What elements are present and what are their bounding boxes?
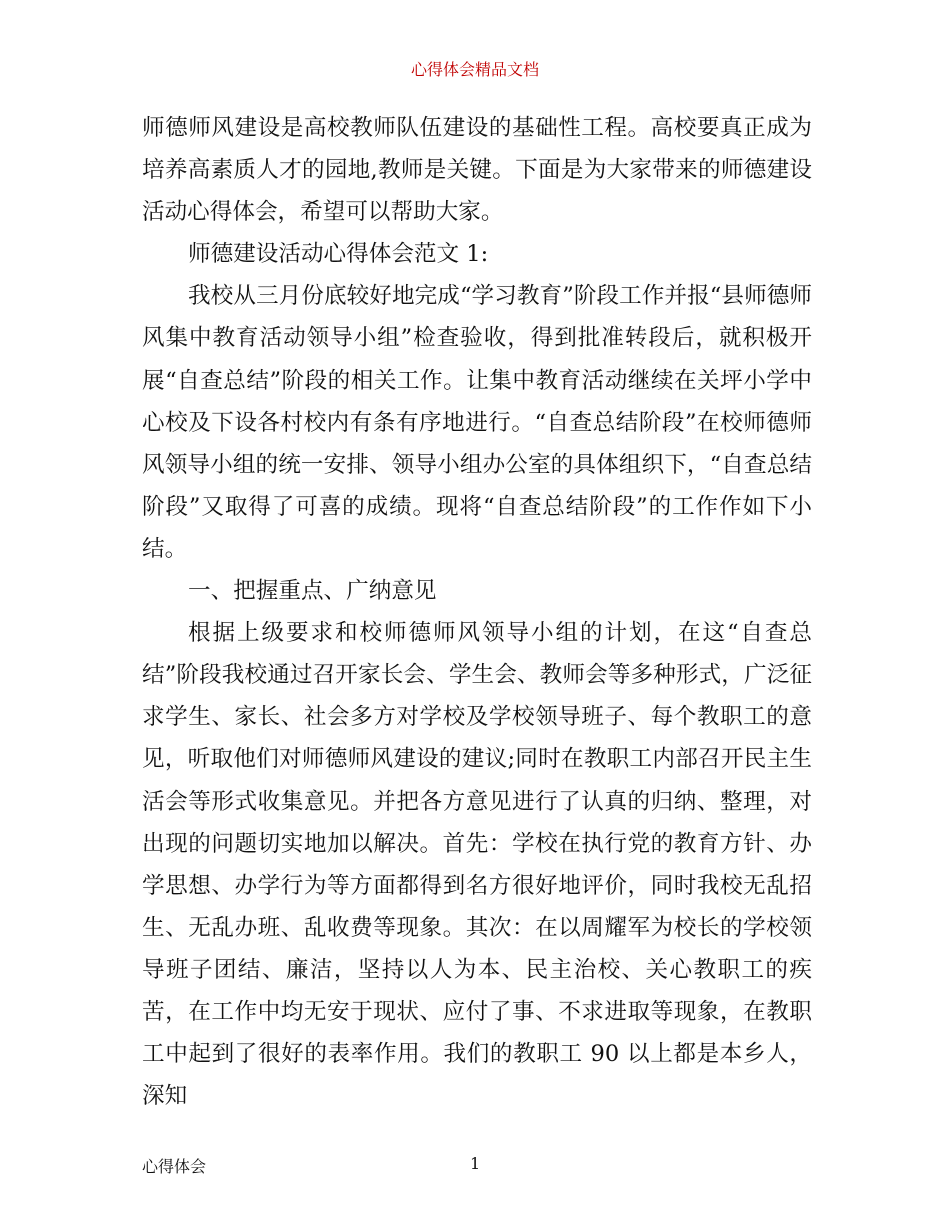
section-title: 师德建设活动心得体会范文 1: xyxy=(188,241,489,268)
body-paragraph: 根据上级要求和校师德师风领导小组的计划，在这“自查总结”阶段我校通过召开家长会、学生会、教师会等多种形式，广泛征求学生、家长、社会多方对学校及学校领导班子、每个教职工的意见，听取他们对师德师风建设的建议;同时在教职工内部召开民主生活会等形式收集意见。并把各方意见进行了认真的归纳、整理，对出现的问题切实地加以解决。首先：学校在执行党的教育方针、办学思想、办学行为等方面都得到名方很好地评价，同时我校无乱招生、无乱办班、乱收费等现象。其次：在以周耀军为校长的学校领导班子团结、廉洁，坚持以人为本、民主治校、关心教职工的疾苦，在工作中均无安于现状、应付了事、不求进取等现象，在教职工中起到了很好的表率作用。我们的教职工 90 以上都是本乡人，深知 xyxy=(142,620,812,1110)
subsection-heading: 一、把握重点、广纳意见 xyxy=(188,578,437,605)
body-paragraph: 我校从三月份底较好地完成“学习教育”阶段工作并报“县师德师风集中教育活动领导小组”检查验收，得到批准转段后，就积极开展“自查总结”阶段的相关工作。让集中教育活动继续在关坪小学中心校及下设各村校内有条有序地进行。“自查总结阶段”在校师德师风领导小组的统一安排、领导小组办公室的具体组织下，“自查总结阶段”又取得了可喜的成绩。现将“自查总结阶段”的工作作如下小结。 xyxy=(142,283,812,562)
page-number: 1 xyxy=(470,1154,481,1173)
document-body xyxy=(142,107,812,1117)
intro-paragraph: 师德师风建设是高校教师队伍建设的基础性工程。高校要真正成为培养高素质人才的园地,教师是关键。下面是为大家带来的师德建设活动心得体会，希望可以帮助大家。 xyxy=(142,115,812,226)
page-header-title: 心得体会精品文档 xyxy=(410,60,539,79)
footer-label: 心得体会 xyxy=(142,1157,207,1176)
